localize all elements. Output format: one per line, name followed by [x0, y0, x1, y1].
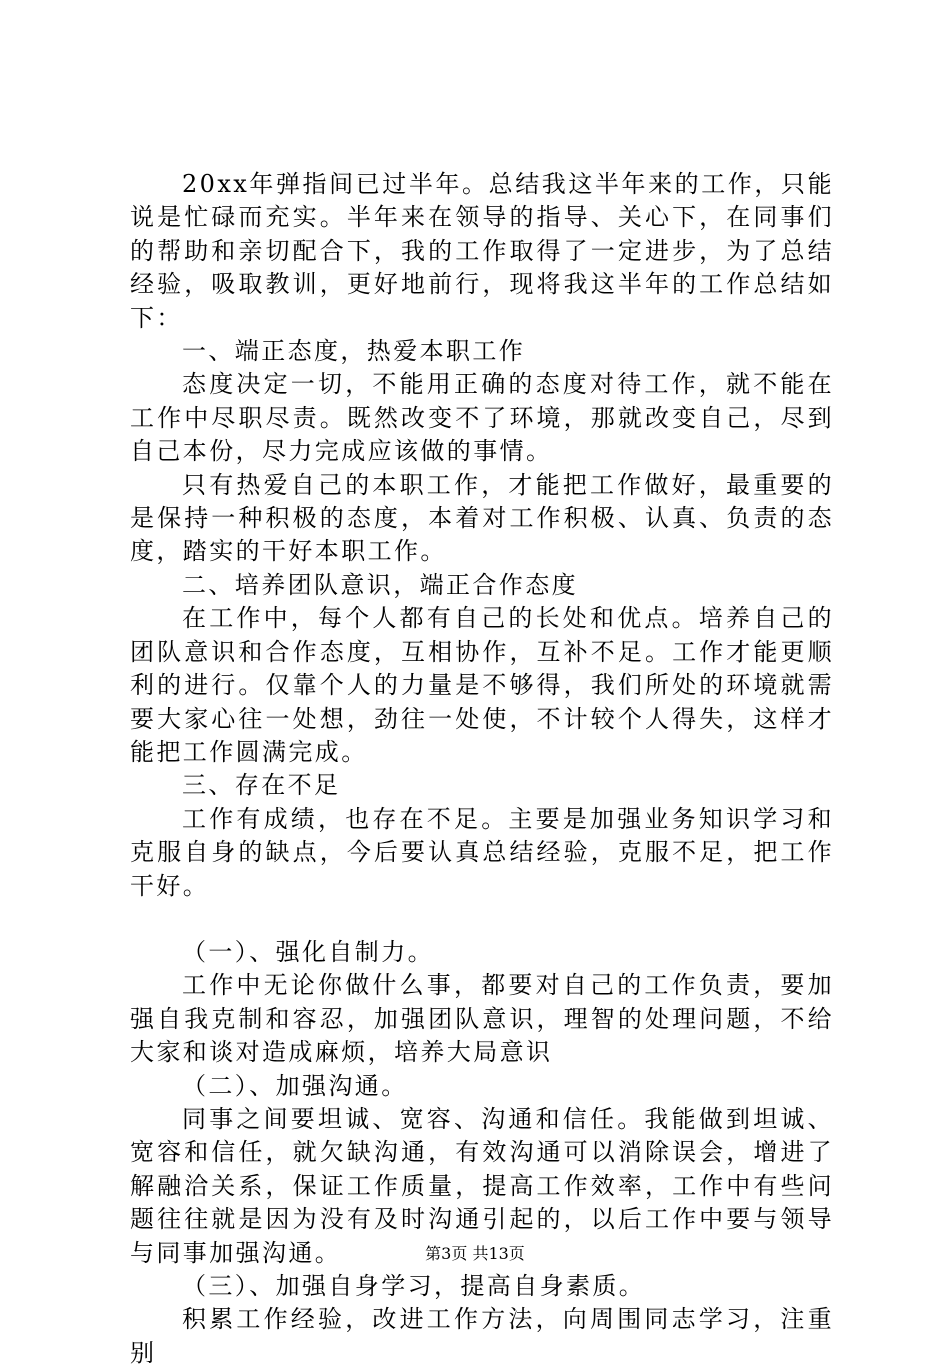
section-heading-2: 二、培养团队意识，端正合作态度	[182, 570, 578, 599]
body-paragraph: 积累工作经验，改进工作方法，向周围同志学习，注重别	[130, 1305, 834, 1367]
subsection-heading-3: （三）、加强自身学习，提高自身素质。	[182, 1272, 646, 1300]
intro-paragraph: 20xx年弹指间已过半年。总结我这半年来的工作，只能说是忙碌而充实。半年来在领导的指导、关心下，在同事们的帮助和亲切配合下，我的工作取得了一定进步，为了总结经验，吸取教训，更好地前行，现将我这半年的工作总结如下：	[130, 170, 834, 332]
blank-line	[130, 903, 834, 936]
section-heading-3: 三、存在不足	[182, 771, 341, 800]
subsection-heading-2: （二）、加强沟通。	[182, 1071, 408, 1100]
body-paragraph: 同事之间要坦诚、宽容、沟通和信任。我能做到坦诚、宽容和信任，就欠缺沟通，有效沟通可以消除误会，增进了解融洽关系，保证工作质量，提高工作效率，工作中有些问题往往就是因为没有及时沟通引起的，以后工作中要与领导与同事加强沟通。	[130, 1104, 834, 1267]
document-body	[130, 168, 834, 1370]
section-heading-1: 一、端正态度，热爱本职工作	[182, 337, 526, 366]
body-paragraph: 在工作中，每个人都有自己的长处和优点。培养自己的团队意识和合作态度，互相协作，互补不足。工作才能更顺利的进行。仅靠个人的力量是不够得，我们所处的环境就需要大家心往一处想，劲往一处使，不计较个人得失，这样才能把工作圆满完成。	[130, 604, 834, 766]
body-paragraph: 只有热爱自己的本职工作，才能把工作做好，最重要的是保持一种积极的态度，本着对工作积极、认真、负责的态度，踏实的干好本职工作。	[130, 470, 834, 566]
body-paragraph: 态度决定一切，不能用正确的态度对待工作，就不能在工作中尽职尽责。既然改变不了环境，那就改变自己，尽到自己本份，尽力完成应该做的事情。	[130, 370, 834, 466]
body-paragraph: 工作有成绩，也存在不足。主要是加强业务知识学习和克服自身的缺点，今后要认真总结经验，克服不足，把工作干好。	[130, 804, 834, 900]
subsection-heading-1: （一）、强化自制力。	[182, 937, 434, 966]
body-paragraph: 工作中无论你做什么事，都要对自己的工作负责，要加强自我克制和容忍，加强团队意识，理智的处理问题，不给大家和谈对造成麻烦，培养大局意识	[130, 971, 834, 1067]
page-number-footer: 第3页 共13页	[425, 1244, 525, 1263]
